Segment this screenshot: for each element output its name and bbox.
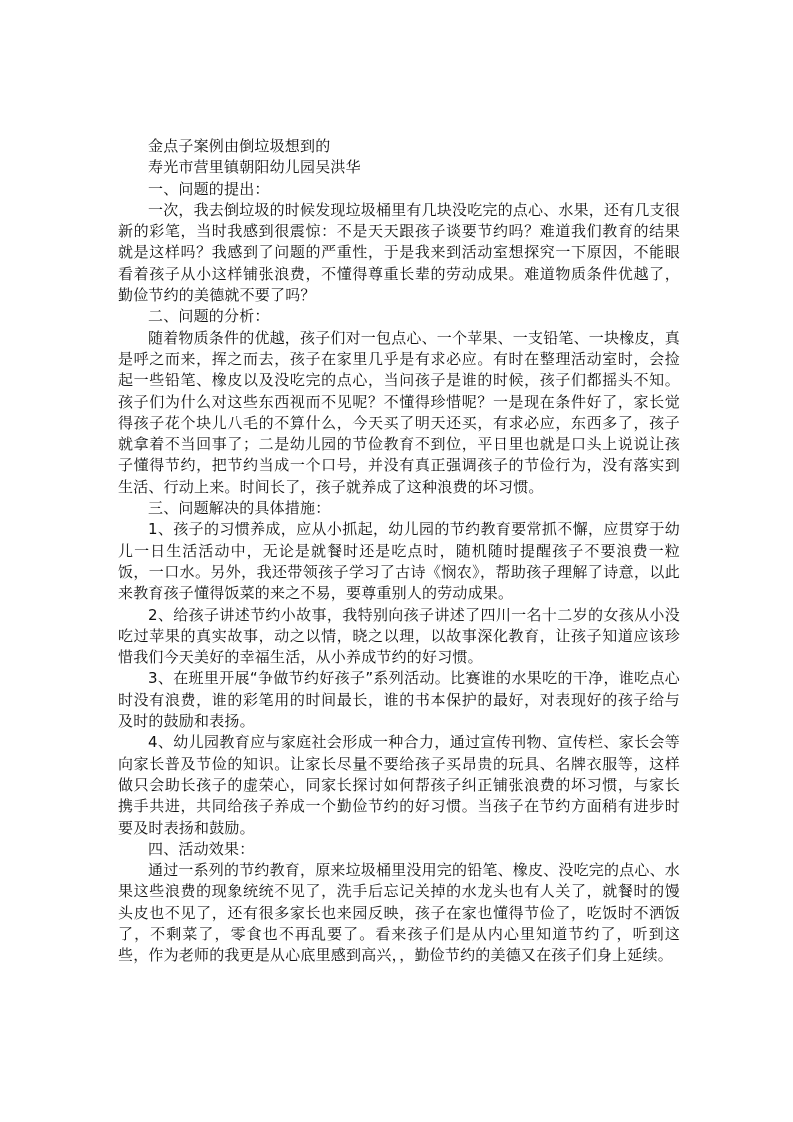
section-heading-analysis: 二、问题的分析： <box>148 307 270 326</box>
paragraph: 随着物质条件的优越，孩子们对一包点心、一个苹果、一支铅笔、一块橡皮，真是呼之而来，挥之而去，孩子在家里几乎是有求必应。有时在整理活动室时，会捡起一些铅笔、橡皮以及没吃完的点心，当问孩子是谁的时候，孩子们都摇头不知。孩子们为什么对这些东西视而不见呢？不懂得珍惜呢？一是现在条件好了，家长觉得孩子花个块儿八毛的不算什么，今天买了明天还买，有求必应，东西多了，孩子就拿着不当回事了；二是幼儿园的节俭教育不到位，平日里也就是口头上说说让孩子懂得节约，把节约当成一个口号，并没有真正强调孩子的节俭行为，没有落实到生活、行动上来。时间长了，孩子就养成了这种浪费的坏习惯。 <box>118 328 681 496</box>
paragraph: 一次，我去倒垃圾的时候发现垃圾桶里有几块没吃完的点心、水果，还有几支很新的彩笔，当时我感到很震惊：不是天天跟孩子谈要节约吗？难道我们教育的结果就是这样吗？我感到了问题的严重性，于是我来到活动室想探究一下原因，不能眼看着孩子从小这样铺张浪费，不懂得尊重长辈的劳动成果。难道物质条件优越了，勤俭节约的美德就不要了吗？ <box>118 200 681 305</box>
document-title: 金点子案例由倒垃圾想到的 <box>148 137 331 155</box>
document-author: 寿光市营里镇朝阳幼儿园吴洪华 <box>148 158 361 177</box>
paragraph: 4、幼儿园教育应与家庭社会形成一种合力，通过宣传刊物、宣传栏、家长会等向家长普及节俭的知识。让家长尽量不要给孩子买昂贵的玩具、名牌衣服等，这样做只会助长孩子的虚荣心，同家长探讨如何帮孩子纠正铺张浪费的坏习惯，与家长携手共进，共同给孩子养成一个勤俭节约的好习惯。当孩子在节约方面稍有进步时要及时表扬和鼓励。 <box>118 733 680 837</box>
document-page <box>118 136 680 967</box>
paragraph: 通过一系列的节约教育，原来垃圾桶里没用完的铅笔、橡皮、没吃完的点心、水果这些浪费的现象统统不见了，洗手后忘记关掉的水龙头也有人关了，就餐时的馒头皮也不见了，还有很多家长也来园反映，孩子在家也懂得节俭了，吃饭时不洒饭了，不剩菜了，零食也不再乱要了。看来孩子们是从内心里知道节约了，听到这些，作为老师的我更是从心底里感到高兴，，勤俭节约的美德又在孩子们身上延续。 <box>118 861 681 965</box>
paragraph: 1、孩子的习惯养成，应从小抓起，幼儿园的节约教育要常抓不懈，应贯穿于幼儿一日生活活动中，无论是就餐时还是吃点时，随机随时提醒孩子不要浪费一粒饭，一口水。另外，我还带领孩子学习了古诗《悯农》，帮助孩子理解了诗意，以此来教育孩子懂得饭菜的来之不易，要尊重别人的劳动成果。 <box>118 520 680 603</box>
section-heading-measures: 三、问题解决的具体措施： <box>148 499 331 518</box>
section-heading-problem: 一、问题的提出： <box>148 179 270 198</box>
section-heading-results: 四、活动效果： <box>148 839 255 858</box>
paragraph: 2、给孩子讲述节约小故事，我特别向孩子讲述了四川一名十二岁的女孩从小没吃过苹果的真实故事，动之以情，晓之以理，以故事深化教育，让孩子知道应该珍惜我们今天美好的幸福生活，从小养成节约的好习惯。 <box>118 605 680 667</box>
paragraph: 3、在班里开展“争做节约好孩子”系列活动。比赛谁的水果吃的干净，谁吃点心时没有浪费，谁的彩笔用的时间最长，谁的书本保护的最好，对表现好的孩子给与及时的鼓励和表扬。 <box>118 669 680 731</box>
